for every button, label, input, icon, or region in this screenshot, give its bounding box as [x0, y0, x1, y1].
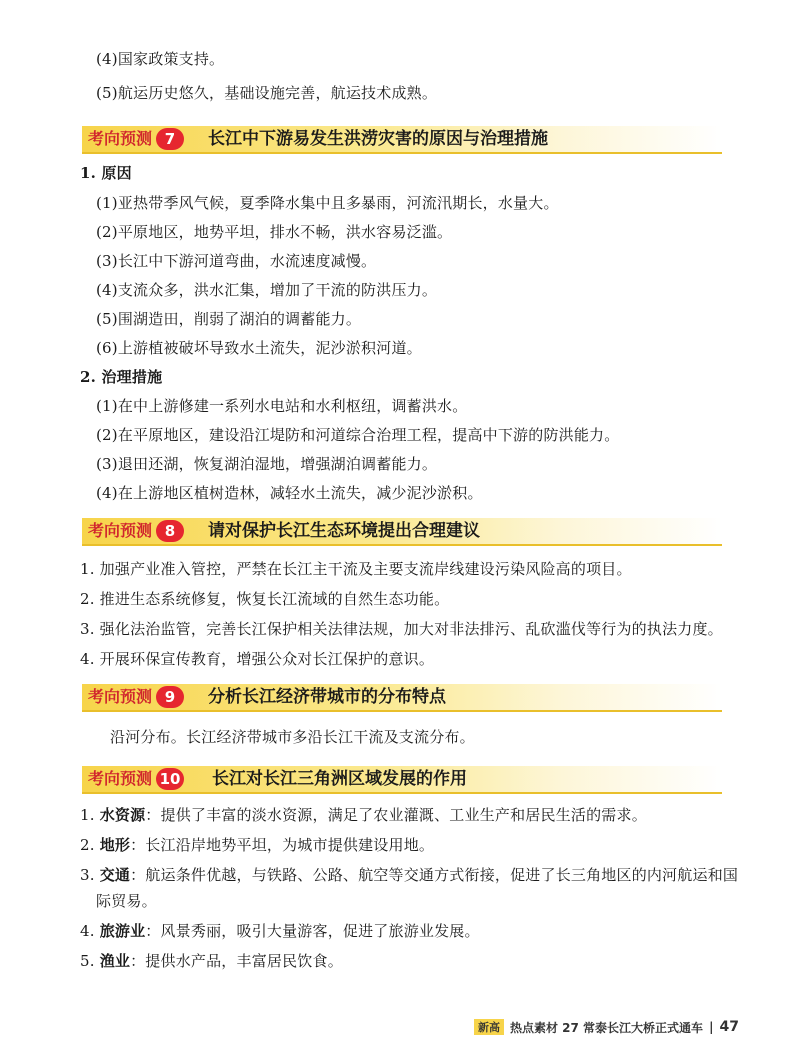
- section-title: 长江对长江三角洲区域发展的作用: [212, 769, 467, 789]
- item-text: ：长江沿岸地势平坦，为城市提供建设用地。: [130, 836, 435, 854]
- section-header-7: [82, 122, 722, 156]
- item-keyword: 交通: [99, 866, 131, 884]
- list-item: (5)航运历史悠久，基础设施完善，航运技术成熟。: [96, 84, 438, 102]
- list-item: (1)在中上游修建一系列水电站和水利枢纽，调蓄洪水。: [96, 397, 468, 415]
- list-item: [80, 920, 480, 942]
- page-footer: [474, 1018, 739, 1036]
- page-number: 47: [719, 1019, 739, 1035]
- list-item: 1. 加强产业准入管控，严禁在长江主干流及主要支流岸线建设污染风险高的项目。: [80, 560, 632, 578]
- section-number-badge: 10: [156, 768, 184, 790]
- section-pill: [82, 126, 190, 152]
- section-number-badge: 9: [156, 686, 184, 708]
- section-header-9: [82, 680, 722, 714]
- item-keyword: 旅游业: [99, 922, 146, 940]
- footer-divider: |: [709, 1020, 714, 1034]
- item-text: ：提供水产品，丰富居民饮食。: [130, 952, 343, 970]
- list-item: 4. 开展环保宣传教育，增强公众对长江保护的意识。: [80, 650, 435, 668]
- paragraph: 沿河分布。长江经济带城市多沿长江干流及支流分布。: [110, 728, 475, 746]
- footer-text: 热点素材 27 常泰长江大桥正式通车: [510, 1020, 704, 1035]
- list-item: [80, 834, 434, 856]
- list-item: [80, 804, 647, 826]
- item-text: ：提供了丰富的淡水资源，满足了农业灌溉、工业生产和居民生活的需求。: [145, 806, 647, 824]
- item-number: 2.: [80, 836, 95, 854]
- list-item-continuation: 际贸易。: [96, 892, 157, 910]
- section-pill-label: 考向预测: [88, 687, 153, 706]
- list-item: (5)围湖造田，削弱了湖泊的调蓄能力。: [96, 310, 362, 328]
- list-item: (4)支流众多，洪水汇集，增加了干流的防洪压力。: [96, 281, 438, 299]
- item-text: ：风景秀丽，吸引大量游客，促进了旅游业发展。: [145, 922, 480, 940]
- list-item: (3)长江中下游河道弯曲，水流速度减慢。: [96, 252, 377, 270]
- subheading: 1. 原因: [80, 164, 132, 182]
- section-pill: [82, 518, 190, 544]
- item-number: 4.: [80, 922, 95, 940]
- section-pill-label: 考向预测: [88, 769, 153, 788]
- section-pill: [82, 766, 190, 792]
- section-header-10: [82, 762, 722, 796]
- footer-tag: 新高: [474, 1019, 504, 1035]
- section-title: 分析长江经济带城市的分布特点: [208, 687, 446, 707]
- section-pill: [82, 684, 190, 710]
- list-item: (2)平原地区，地势平坦，排水不畅，洪水容易泛滥。: [96, 223, 453, 241]
- list-item: (4)在上游地区植树造林，减轻水土流失，减少泥沙淤积。: [96, 484, 483, 502]
- item-keyword: 水资源: [99, 806, 146, 824]
- item-keyword: 渔业: [99, 952, 131, 970]
- section-title: 请对保护长江生态环境提出合理建议: [208, 521, 480, 541]
- list-item: (4)国家政策支持。: [96, 50, 225, 68]
- section-pill-label: 考向预测: [88, 521, 153, 540]
- list-item: [80, 864, 738, 886]
- subheading: 2. 治理措施: [80, 368, 163, 386]
- item-text: ：航运条件优越，与铁路、公路、航空等交通方式衔接，促进了长三角地区的内河航运和国: [130, 866, 739, 884]
- list-item: 2. 推进生态系统修复，恢复长江流域的自然生态功能。: [80, 590, 450, 608]
- item-number: 1.: [80, 806, 95, 824]
- section-number-badge: 8: [156, 520, 184, 542]
- list-item: [80, 950, 343, 972]
- section-header-8: [82, 514, 722, 548]
- list-item: (2)在平原地区，建设沿江堤防和河道综合治理工程，提高中下游的防洪能力。: [96, 426, 620, 444]
- section-pill-label: 考向预测: [88, 129, 153, 148]
- section-number-badge: 7: [156, 128, 184, 150]
- list-item: (6)上游植被破坏导致水土流失，泥沙淤积河道。: [96, 339, 422, 357]
- list-item: (1)亚热带季风气候，夏季降水集中且多暴雨，河流汛期长，水量大。: [96, 194, 559, 212]
- item-number: 5.: [80, 952, 95, 970]
- section-title: 长江中下游易发生洪涝灾害的原因与治理措施: [208, 129, 548, 149]
- list-item: (3)退田还湖，恢复湖泊湿地，增强湖泊调蓄能力。: [96, 455, 438, 473]
- item-number: 3.: [80, 866, 95, 884]
- list-item: 3. 强化法治监管，完善长江保护相关法律法规，加大对非法排污、乱砍滥伐等行为的执法力度。: [80, 620, 723, 638]
- item-keyword: 地形: [99, 836, 131, 854]
